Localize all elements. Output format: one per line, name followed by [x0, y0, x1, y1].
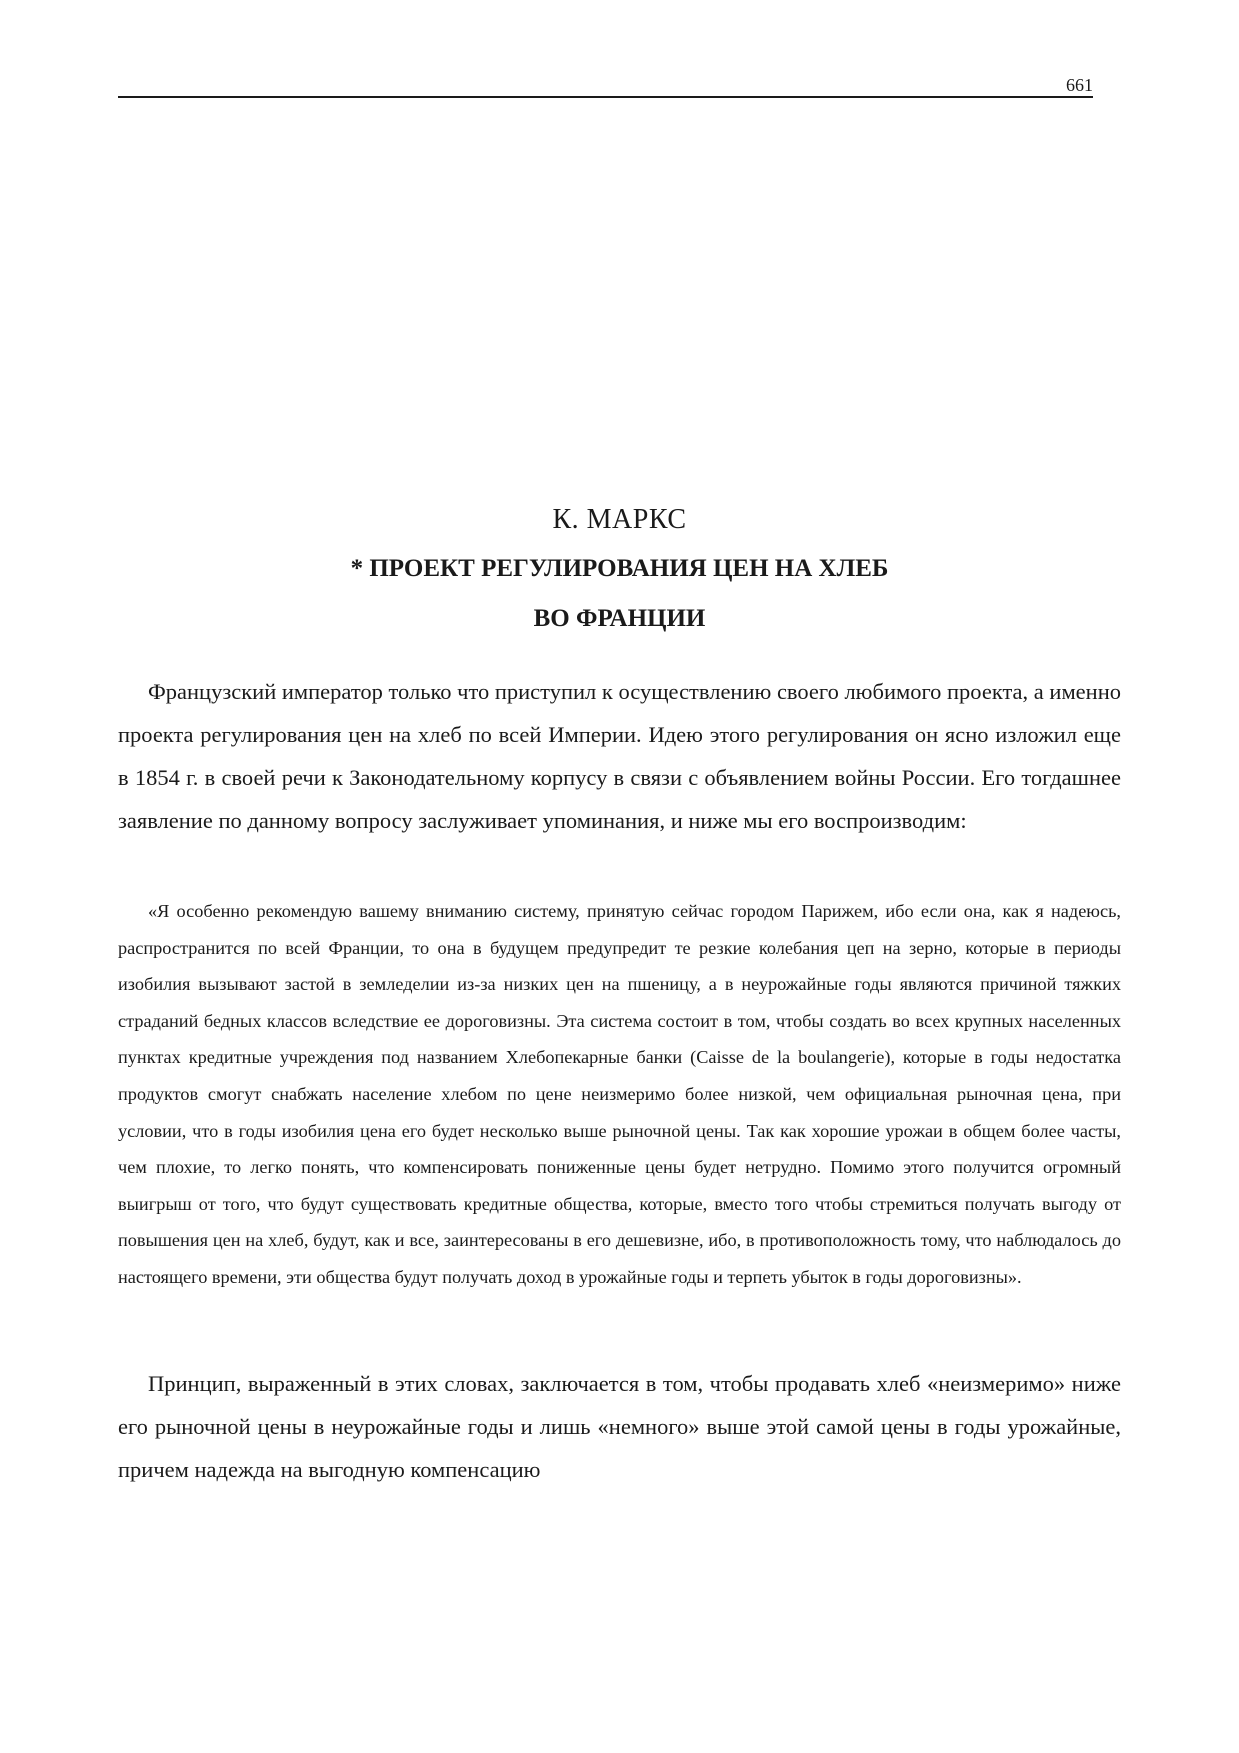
author-name: К. МАРКС [552, 504, 687, 535]
article-title-line-1: * ПРОЕКТ РЕГУЛИРОВАНИЯ ЦЕН НА ХЛЕБ [350, 555, 889, 582]
body-paragraph-1: Французский император только что приступил к осуществлению своего любимого проекта, а именно проекта регулирования цен на хлеб по всей Империи. Идею этого регулирования он ясно изложил еще в 1854 г. в своей речи к Законодательному корпусу в связи с объявлением войны России. Его тогдашнее заявление по данному вопросу заслуживает упоминания, и ниже мы его воспроизводим: [118, 679, 1122, 833]
block-quotation: «Я особенно рекомендую вашему вниманию систему, принятую сейчас городом Парижем, ибо если она, как я надеюсь, распространится по всей Франции, то она в будущем предупредит те резкие колебания цеп на зерно, которые в периоды изобилия вызывают застой в земледелии из-за низких цен на пшеницу, а в неурожайные годы являются причиной тяжких страданий бедных классов вследствие ее дороговизны. Эта система состоит в том, чтобы создать во всех крупных населенных пунктах кредитные учреждения под названием Хлебопекарные банки (Caisse de la boulangerie), которые в годы недостатка продуктов смогут снабжать население хлебом по цене неизмеримо более низкой, чем официальная рыночная цена, при условии, что в годы изобилия цена его будет несколько выше рыночной цены. Так как хорошие урожаи в общем более часты, чем плохие, то легко понять, что компенсировать пониженные цены будет нетрудно. Помимо этого получится огромный выигрыш от того, что будут существовать кредитные общества, которые, вместо того чтобы стремиться получать выгоду от повышения цен на хлеб, будут, как и все, заинтересованы в его дешевизне, ибо, в противоположность тому, что наблюдалось до настоящего времени, эти общества будут получать доход в урожайные годы и терпеть убыток в годы дороговизны». [118, 901, 1121, 1287]
article-heading [118, 496, 1121, 644]
running-header [118, 72, 1093, 98]
article-title-line-2: ВО ФРАНЦИИ [533, 605, 706, 632]
body-paragraph-2: Принцип, выраженный в этих словах, заключается в том, чтобы продавать хлеб «неизмеримо» ниже его рыночной цены в неурожайные годы и лишь «немного» выше этой самой цены в годы урожайные, причем надежда на выгодную компенсацию [118, 1371, 1121, 1482]
page-number: 661 [1066, 75, 1093, 95]
